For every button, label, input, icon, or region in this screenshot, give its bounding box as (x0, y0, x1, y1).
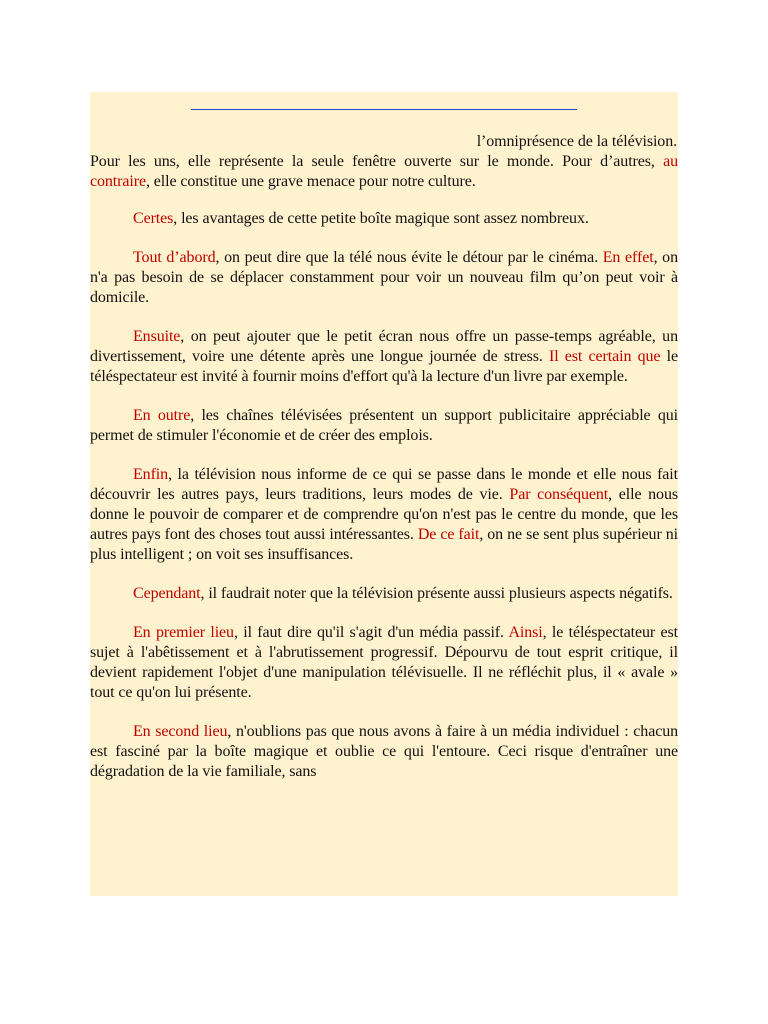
paragraph (90, 722, 678, 782)
paragraph (90, 327, 678, 387)
paragraph (90, 584, 678, 604)
paragraph-lead-line: l’omniprésence de la télévision. (476, 133, 677, 150)
document-body (90, 132, 678, 801)
paragraph (90, 209, 678, 229)
connector-word: Par conséquent (509, 486, 609, 503)
paragraph-text: , on ne se sent plus supérieur ni plus intelligent ; on voit ses insuffisances. (90, 526, 678, 563)
paragraph-text: Pour les uns, elle représente la seule fenêtre ouverte sur le monde. Pour d’autres, (90, 153, 664, 170)
connector-word: De ce fait (417, 526, 480, 543)
connector-word: Tout d’abord (133, 249, 216, 266)
paragraph-text: le téléspectateur est invité à fournir moins d'effort qu'à la lecture d'un livre par exemple. (90, 348, 678, 385)
document-page (90, 92, 678, 896)
top-rule (191, 109, 577, 110)
connector-word: Il est certain que (548, 348, 661, 365)
paragraph-text: , les chaînes télévisées présentent un support publicitaire appréciable qui permet de stimuler l'économie et de créer des emplois. (90, 407, 678, 444)
paragraph-text: , on peut ajouter que le petit écran nous offre un passe-temps agréable, un divertissement, voire une détente après une longue journée de stress. (90, 328, 678, 365)
paragraph-text: , elle constitue une grave menace pour notre culture. (145, 173, 476, 190)
paragraph (90, 248, 678, 308)
paragraph-text: , on n'a pas besoin de se déplacer constamment pour voir un nouveau film qu’on peut voir à domicile. (90, 249, 678, 306)
connector-word: En outre (133, 407, 191, 424)
paragraph (90, 465, 678, 565)
connector-word: Cependant (133, 585, 201, 602)
paragraph-text: , la télévision nous informe de ce qui se passe dans le monde et elle nous fait découvrir les autres pays, leurs traditions, leurs modes de vie. (90, 466, 678, 503)
paragraph (90, 406, 678, 446)
connector-word: Certes (133, 210, 174, 227)
connector-word: au contraire (90, 153, 678, 190)
paragraph (90, 132, 678, 192)
paragraph-text: , le téléspectateur est sujet à l'abêtissement et à l'abrutissement progressif. Dépourvu de tout esprit critique, il devient rapidement l'objet d'une manipulation télévisuelle. Il ne réfléchit plus, il « avale » tout ce qu'on lui présente. (90, 624, 678, 701)
paragraph-text: , il faudrait noter que la télévision présente aussi plusieurs aspects négatifs. (200, 585, 673, 602)
connector-word: Enfin (133, 466, 169, 483)
paragraph-text: , les avantages de cette petite boîte magique sont assez nombreux. (173, 210, 589, 227)
connector-word: Ainsi (508, 624, 543, 641)
paragraph-text: , elle nous donne le pouvoir de comparer et de comprendre qu'on n'est pas le centre du monde, que les autres pays font des choses tout aussi intéressantes. (90, 486, 678, 543)
connector-word: En effet (602, 249, 654, 266)
paragraph-text: , on peut dire que la télé nous évite le détour par le cinéma. (215, 249, 603, 266)
connector-word: En premier lieu (133, 624, 234, 641)
connector-word: En second lieu (133, 723, 228, 740)
paragraph (90, 623, 678, 703)
connector-word: Ensuite (133, 328, 181, 345)
paragraph-text: , il faut dire qu'il s'agit d'un média passif. (233, 624, 509, 641)
paragraph-text: , n'oublions pas que nous avons à faire à un média individuel : chacun est fasciné par la boîte magique et oublie ce qui l'entoure. Ceci risque d'entraîner une dégradation de la vie familiale, sans (90, 723, 678, 780)
